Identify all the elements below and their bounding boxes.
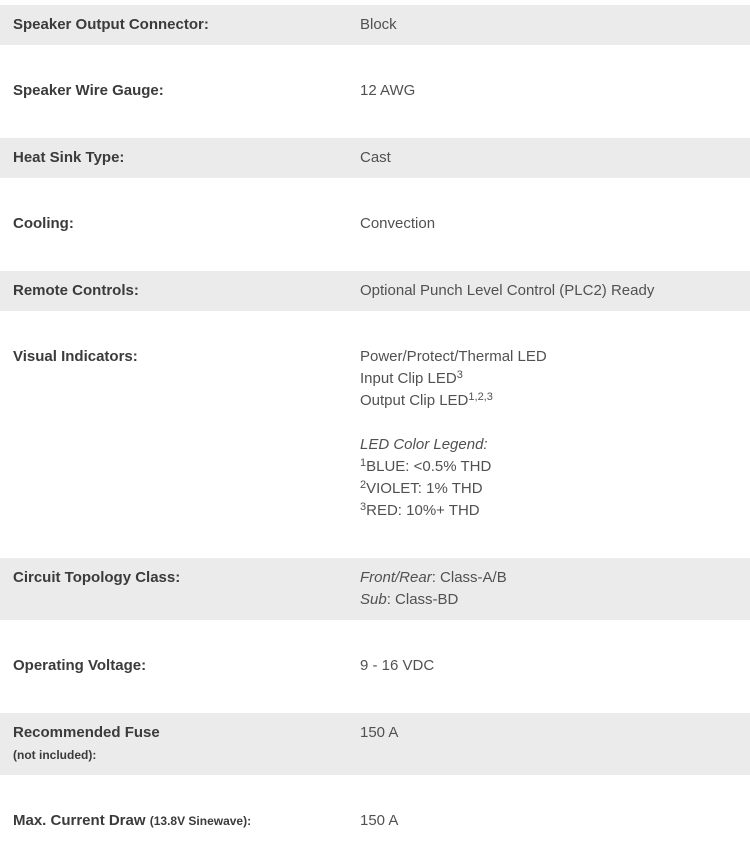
spec-table — [0, 5, 750, 868]
spec-label-main: Max. Current Draw — [13, 812, 146, 829]
spec-label: Heat Sink Type: — [13, 149, 125, 166]
spec-label-main: Recommended Fuse — [13, 724, 160, 741]
led-legend-title: LED Color Legend: — [360, 436, 488, 453]
spec-label: Operating Voltage: — [13, 657, 147, 674]
indicator-text: Input Clip LED — [360, 370, 457, 387]
indicator-line — [360, 346, 740, 368]
legend-text: BLUE: <0.5% THD — [366, 458, 492, 475]
indicator-line — [360, 368, 740, 390]
topology-line — [360, 567, 740, 589]
row-operating-voltage — [0, 620, 750, 713]
footnote-superscript: 2 — [360, 479, 367, 491]
spec-label: Cooling: — [13, 215, 74, 232]
legend-text: RED: 10%+ THD — [366, 502, 480, 519]
spec-label: Speaker Output Connector: — [13, 16, 209, 33]
topology-line — [360, 589, 740, 611]
indicator-text: Power/Protect/Thermal LED — [360, 348, 547, 365]
row-max-current-draw — [0, 775, 750, 868]
topology-channel: Front/Rear — [360, 569, 432, 586]
row-speaker-output-connector — [0, 5, 750, 45]
row-speaker-wire-gauge — [0, 45, 750, 138]
spec-value: Convection — [360, 215, 436, 232]
spec-label — [0, 810, 360, 832]
spec-label: Visual Indicators: — [13, 348, 138, 365]
row-circuit-topology-class — [0, 558, 750, 620]
footnote-superscript: 3 — [360, 501, 367, 513]
spec-value: Block — [360, 16, 397, 33]
spec-label: Speaker Wire Gauge: — [13, 82, 164, 99]
legend-line — [360, 500, 740, 522]
topology-channel: Sub — [360, 591, 387, 608]
row-heat-sink-type — [0, 138, 750, 178]
spec-value — [360, 346, 750, 522]
spec-value: 150 A — [360, 724, 399, 741]
topology-class: : Class-BD — [386, 591, 459, 608]
row-visual-indicators — [0, 311, 750, 558]
spec-value: 12 AWG — [360, 82, 416, 99]
spec-value: 9 - 16 VDC — [360, 657, 435, 674]
legend-line — [360, 456, 740, 478]
blank-line — [360, 412, 740, 434]
spec-value — [360, 567, 750, 611]
footnote-superscript: 1 — [360, 457, 367, 469]
spec-label-sub: (not included): — [13, 748, 97, 762]
spec-label-sub: (13.8V Sinewave): — [149, 814, 252, 828]
spec-label — [0, 722, 360, 766]
row-remote-controls — [0, 271, 750, 311]
footnote-superscript: 1,2,3 — [468, 391, 493, 403]
indicator-line — [360, 390, 740, 412]
legend-text: VIOLET: 1% THD — [366, 480, 483, 497]
spec-value: 150 A — [360, 812, 399, 829]
legend-line — [360, 478, 740, 500]
spec-value: Cast — [360, 149, 391, 166]
topology-class: : Class-A/B — [431, 569, 507, 586]
spec-label: Circuit Topology Class: — [13, 569, 181, 586]
row-cooling — [0, 178, 750, 271]
indicator-text: Output Clip LED — [360, 392, 469, 409]
spec-value: Optional Punch Level Control (PLC2) Ready — [360, 282, 655, 299]
spec-label: Remote Controls: — [13, 282, 139, 299]
row-recommended-fuse — [0, 713, 750, 775]
footnote-superscript: 3 — [456, 369, 463, 381]
